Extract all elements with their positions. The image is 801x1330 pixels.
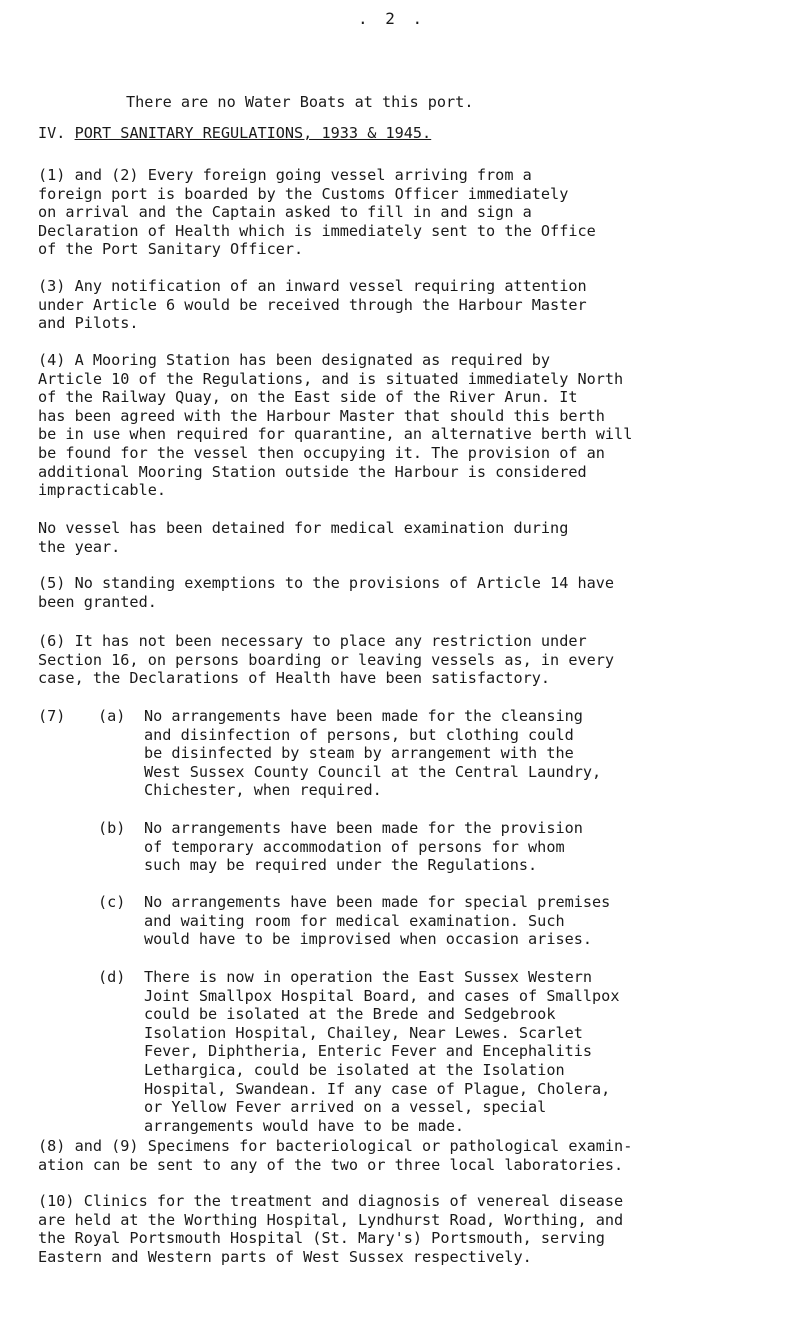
paragraph-4-detention: No vessel has been detained for medical examination during the year. (38, 519, 569, 556)
paragraph-6: (6) It has not been necessary to place any restriction under Section 16, on persons boarding or leaving vessels as, in every case, the Declarations of Health have been satisfactory. (38, 632, 615, 688)
item-7a-text: No arrangements have been made for the cleansing and disinfection of persons, but clothing could be disinfected by steam by arrangement with the West Sussex County Council at the Central Laundry, Chichester, when required. (144, 707, 602, 800)
item-7b-text: No arrangements have been made for the provision of temporary accommodation of persons for whom such may be required under the Regulations. (144, 819, 583, 875)
intro-line: There are no Water Boats at this port. (126, 93, 474, 111)
item-7d-text: There is now in operation the East Sussex Western Joint Smallpox Hospital Board, and cases of Smallpox could be isolated at the Brede and Sedgebrook Isolation Hospital, Chailey, Near Lewes. Scarlet Fever, Diphtheria, Enteric Fever and Encephalitis Lethargica, could be isolated at the Isolation Hospital, Swandean. If any case of Plague, Cholera, or Yellow Fever arrived on a vessel, special arrangements would have to be made. (144, 968, 620, 1135)
paragraph-1-2: (1) and (2) Every foreign going vessel arriving from a foreign port is boarded by the Customs Officer immediately on arrival and the Captain asked to fill in and sign a Declaration of Health which is immediately sent to the Office of the Port Sanitary Officer. (38, 166, 596, 259)
section-number: IV. (38, 124, 66, 142)
item-7-label: (7) (38, 707, 66, 725)
paragraph-5: (5) No standing exemptions to the provisions of Article 14 have been granted. (38, 574, 615, 611)
item-7c-label: (c) (98, 893, 126, 911)
paragraph-8-9: (8) and (9) Specimens for bacteriological or pathological examin- ation can be sent to any of the two or three local laboratories. (38, 1137, 633, 1174)
paragraph-10: (10) Clinics for the treatment and diagnosis of venereal disease are held at the Worthing Hospital, Lyndhurst Road, Worthing, and the Royal Portsmouth Hospital (St. Mary's) Portsmouth, serving Eastern and Western parts of West Sussex respectively. (38, 1192, 624, 1266)
item-7c-text: No arrangements have been made for special premises and waiting room for medical examination. Such would have to be improvised when occasion arises. (144, 893, 611, 949)
item-7d-label: (d) (98, 968, 126, 986)
page-number: . 2 . (358, 9, 427, 28)
item-7a-label: (a) (98, 707, 126, 725)
section-title: PORT SANITARY REGULATIONS, 1933 & 1945. (74, 124, 432, 142)
paragraph-4: (4) A Mooring Station has been designated as required by Article 10 of the Regulations, and is situated immediately North of the Railway Quay, on the East side of the River Arun. It has been agreed with the Harbour Master that should this berth be in use when required for quarantine, an alternative berth will be found for the vessel then occupying it. The provision of an additional Mooring Station outside the Harbour is considered impracticable. (38, 351, 633, 500)
paragraph-3: (3) Any notification of an inward vessel requiring attention under Article 6 would be received through the Harbour Master and Pilots. (38, 277, 587, 333)
section-heading (38, 124, 431, 143)
item-7b-label: (b) (98, 819, 126, 837)
